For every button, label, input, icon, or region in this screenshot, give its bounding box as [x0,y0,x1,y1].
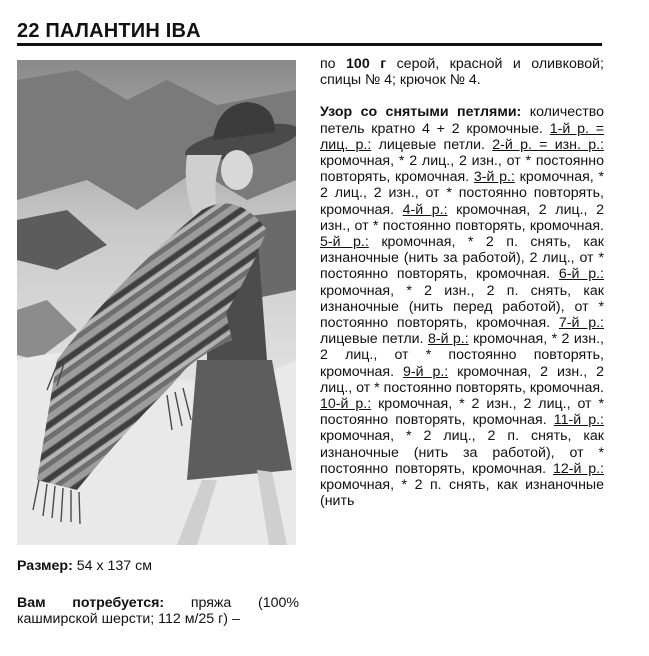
row-1-label: 1-й р. = лиц. р.: [320,120,604,153]
yarn-amount: 100 г [346,56,387,72]
paragraph-gap [320,88,604,104]
row-6-label: 6-й р.: [558,266,604,283]
materials-continued [320,56,604,88]
row-12-label: 12-й р.: [552,460,604,477]
row-11-text: кромочная, * 2 лиц., 2 п. снять, как изнаночные (нить за работой), от * постоянно повторять, кромочная. [320,428,604,477]
row-7-text: лицевые петли. [320,331,428,348]
title-rule [17,43,602,46]
size-value: 54 x 137 см [72,558,152,574]
row-1-text: лицевые петли. [371,136,493,153]
row-2-text: кромочная, * 2 лиц., 2 изн., от * постоянно повторять, кромочная. [320,153,604,186]
row-7-label: 7-й р.: [558,315,604,332]
row-3-label: 3-й р.: [473,169,515,186]
row-2-label: 2-й р. = изн. р.: [492,136,604,153]
materials-text: пряжа (100% кашмирской шерсти; 112 м/25 г) – [17,595,299,628]
size-label: Размер: [17,558,73,574]
materials-cont-post: серой, красной и оливковой; спицы № 4; крючок № 4. [320,56,604,89]
materials-label: Вам потребуется: [17,595,165,611]
row-6-text: кромочная, * 2 изн., 2 п. снять, как изнаночные (нить перед работой), от * постоянно повторять, кромочная. [320,282,604,332]
page-title: 22 ПАЛАНТИН IBA [17,20,201,42]
instructions-column [320,56,604,509]
pattern-title: Узор со снятыми петлями: [320,104,522,121]
row-8-label: 8-й р.: [427,331,469,348]
row-4-label: 4-й р.: [402,201,448,218]
row-9-label: 9-й р.: [403,363,449,380]
row-5-label: 5-й р.: [320,234,369,251]
pattern-intro: количество петель кратно 4 + 2 кромочные. [320,104,604,137]
row-11-label: 11-й р.: [553,412,604,429]
row-4-text: кромочная, 2 лиц., 2 изн., от * постоянно повторять, кромочная. [320,201,604,234]
materials-cont-pre: по [320,56,347,72]
row-5-text: кромочная, * 2 п. снять, как изнаночные (нить за работой), 2 лиц., от * постоянно повторять, кромочная. [320,234,604,283]
row-9-text: кромочная, 2 изн., 2 лиц., от * постоянно повторять, кромочная. [320,363,604,396]
size-line [17,558,299,574]
row-3-text: кромочная, * 2 лиц., 2 изн., от * постоянно повторять, кромочная. [320,169,605,218]
row-10-label: 10-й р.: [320,396,372,413]
row-12-text: кромочная, * 2 п. снять, как изнаночные (нить [320,477,604,510]
row-8-text: кромочная, * 2 изн., 2 лиц., от * постоянно повторять, кромочная. [320,331,604,380]
model-photo [17,60,296,545]
row-10-text: кромочная, * 2 изн., 2 лиц., от * постоянно повторять, кромочная. [320,396,604,429]
materials-line [17,595,299,627]
pattern-paragraph [320,104,604,509]
